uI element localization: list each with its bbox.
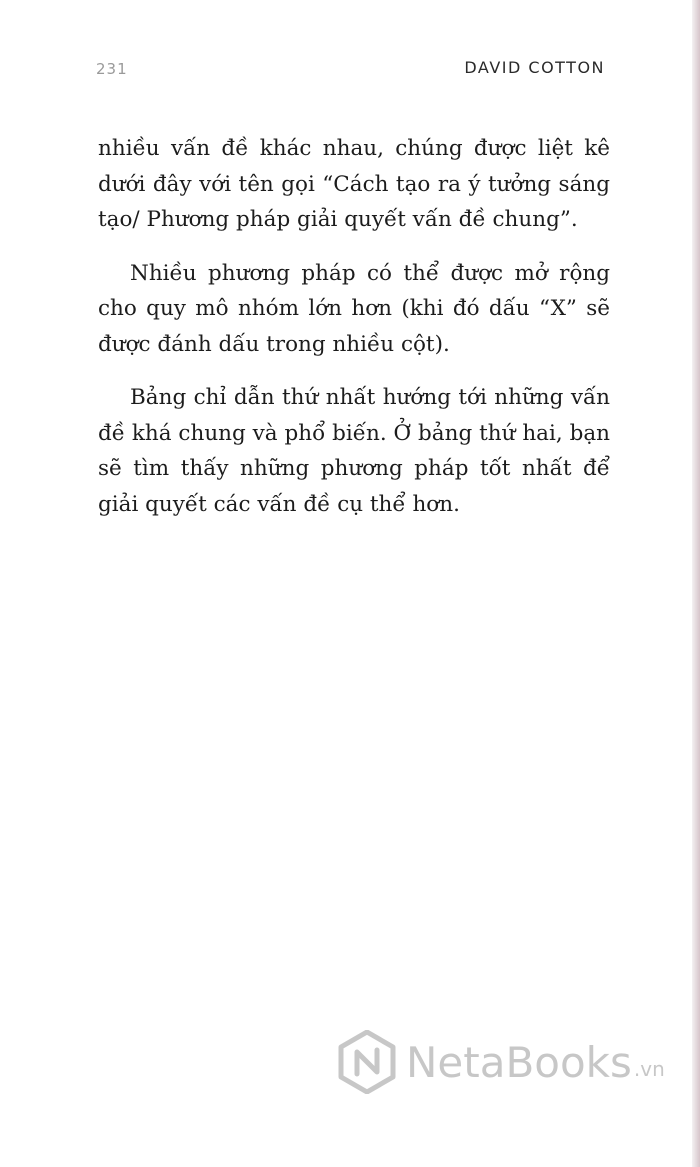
body-text bbox=[98, 131, 610, 540]
running-header-author: DAVID COTTON bbox=[464, 58, 605, 77]
watermark-suffix: .vn bbox=[633, 1057, 665, 1081]
paragraph-2: Nhiều phương pháp có thể được mở rộng cho quy mô nhóm lớn hơn (khi đó dấu “X” sẽ được đánh dấu trong nhiều cột). bbox=[98, 260, 610, 357]
page-edge bbox=[692, 0, 700, 1167]
page-number: 231 bbox=[96, 60, 128, 78]
paragraph-3: Bảng chỉ dẫn thứ nhất hướng tới những vấn đề khá chung và phổ biến. Ở bảng thứ hai, bạn sẽ tìm thấy những phương pháp tốt nhất để giải quyết các vấn đề cụ thể hơn. bbox=[98, 385, 610, 517]
watermark-brand: NetaBooks bbox=[406, 1037, 632, 1087]
watermark bbox=[338, 1030, 665, 1094]
hexagon-n-logo-icon bbox=[338, 1030, 396, 1094]
paragraph-1: nhiều vấn đề khác nhau, chúng được liệt kê dưới đây với tên gọi “Cách tạo ra ý tưởng sáng tạo/ Phương pháp giải quyết vấn đề chung”. bbox=[98, 136, 610, 232]
